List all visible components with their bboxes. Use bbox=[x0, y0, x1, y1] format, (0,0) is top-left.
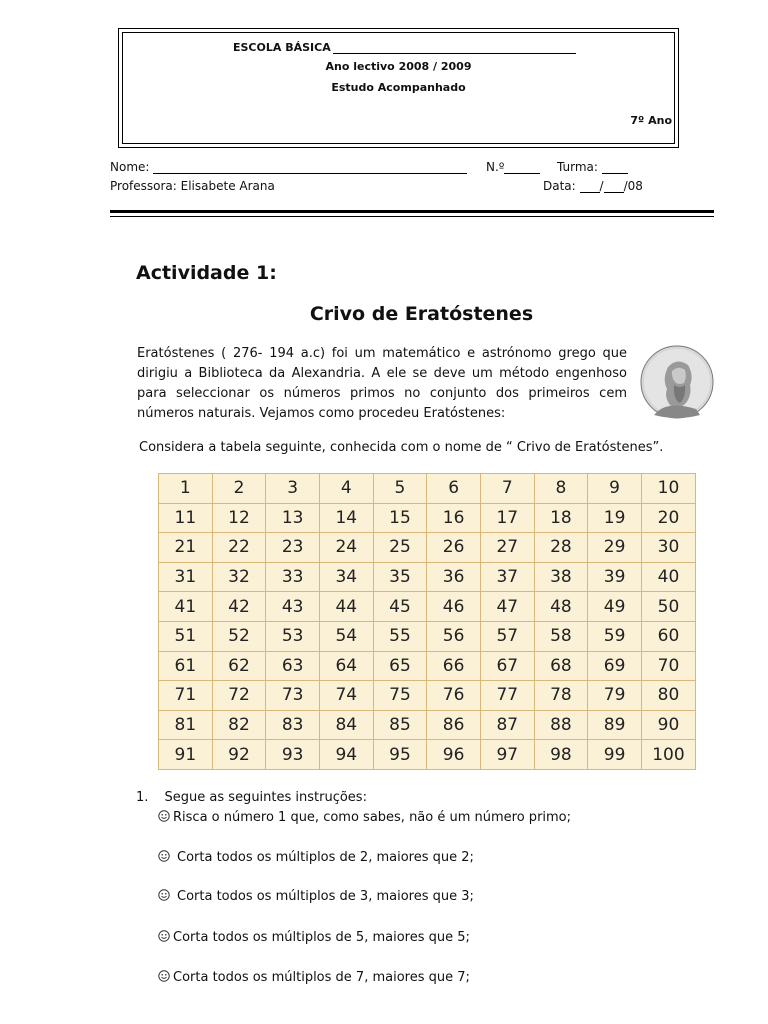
intro-paragraph: Eratóstenes ( 276- 194 a.c) foi um matemático e astrónomo grego que dirigiu a Biblioteca da Alexandria. A ele se deve um método engenhoso para seleccionar os números primos no conjunto dos primeiros cem números naturais. Vejamos como procedeu Eratóstenes: bbox=[137, 346, 627, 421]
sieve-cell[interactable]: 55 bbox=[373, 621, 427, 651]
sieve-cell[interactable]: 27 bbox=[480, 533, 534, 563]
sieve-cell[interactable]: 17 bbox=[480, 503, 534, 533]
sieve-cell[interactable]: 44 bbox=[319, 592, 373, 622]
sieve-cell[interactable]: 67 bbox=[480, 651, 534, 681]
sieve-cell[interactable]: 15 bbox=[373, 503, 427, 533]
sieve-cell[interactable]: 72 bbox=[212, 681, 266, 711]
sieve-cell[interactable]: 1 bbox=[159, 474, 213, 504]
instruction-text: Corta todos os múltiplos de 7, maiores que 7; bbox=[173, 970, 470, 985]
instruction-text: Corta todos os múltiplos de 2, maiores que 2; bbox=[177, 850, 474, 865]
sieve-cell[interactable]: 12 bbox=[212, 503, 266, 533]
sieve-cell[interactable]: 18 bbox=[534, 503, 588, 533]
sieve-cell[interactable]: 94 bbox=[319, 740, 373, 770]
date-label: Data: bbox=[543, 179, 576, 193]
sieve-cell[interactable]: 84 bbox=[319, 710, 373, 740]
sieve-cell[interactable]: 20 bbox=[641, 503, 695, 533]
sieve-cell[interactable]: 33 bbox=[266, 562, 320, 592]
sieve-cell[interactable]: 29 bbox=[588, 533, 642, 563]
sieve-cell[interactable]: 100 bbox=[641, 740, 695, 770]
sieve-cell[interactable]: 74 bbox=[319, 681, 373, 711]
sieve-cell[interactable]: 36 bbox=[427, 562, 481, 592]
sieve-cell[interactable]: 51 bbox=[159, 621, 213, 651]
sieve-cell[interactable]: 50 bbox=[641, 592, 695, 622]
sieve-cell[interactable]: 96 bbox=[427, 740, 481, 770]
sieve-cell[interactable]: 46 bbox=[427, 592, 481, 622]
sieve-cell[interactable]: 2 bbox=[212, 474, 266, 504]
header-divider-thin bbox=[110, 216, 714, 217]
sieve-cell[interactable]: 35 bbox=[373, 562, 427, 592]
sieve-cell[interactable]: 91 bbox=[159, 740, 213, 770]
sieve-cell[interactable]: 78 bbox=[534, 681, 588, 711]
instruction-text: Corta todos os múltiplos de 3, maiores que 3; bbox=[177, 889, 474, 904]
sieve-cell[interactable]: 30 bbox=[641, 533, 695, 563]
sieve-cell[interactable]: 88 bbox=[534, 710, 588, 740]
sieve-cell[interactable]: 61 bbox=[159, 651, 213, 681]
smiley-icon bbox=[158, 850, 170, 862]
class-blank[interactable] bbox=[602, 173, 628, 174]
sieve-row bbox=[159, 533, 696, 563]
school-name-line bbox=[233, 41, 576, 54]
school-name-blank[interactable] bbox=[333, 53, 576, 54]
sieve-cell[interactable]: 31 bbox=[159, 562, 213, 592]
sieve-cell[interactable]: 64 bbox=[319, 651, 373, 681]
sieve-cell[interactable]: 87 bbox=[480, 710, 534, 740]
sieve-cell[interactable]: 3 bbox=[266, 474, 320, 504]
sieve-cell[interactable]: 24 bbox=[319, 533, 373, 563]
name-label: Nome: bbox=[110, 160, 150, 174]
sieve-cell[interactable]: 34 bbox=[319, 562, 373, 592]
sieve-cell[interactable]: 16 bbox=[427, 503, 481, 533]
sieve-cell[interactable]: 52 bbox=[212, 621, 266, 651]
subject-title: Estudo Acompanhado bbox=[331, 81, 466, 94]
instruction-text: Risca o número 1 que, como sabes, não é um número primo; bbox=[173, 810, 572, 825]
sieve-cell[interactable]: 85 bbox=[373, 710, 427, 740]
sieve-cell[interactable]: 22 bbox=[212, 533, 266, 563]
sieve-row bbox=[159, 503, 696, 533]
date-month-blank[interactable] bbox=[604, 192, 624, 193]
teacher-name: Professora: Elisabete Arana bbox=[110, 179, 275, 193]
number-label: N.º bbox=[486, 160, 505, 174]
class-field-row bbox=[557, 160, 628, 174]
sieve-cell[interactable]: 98 bbox=[534, 740, 588, 770]
school-label: ESCOLA BÁSICA bbox=[233, 41, 331, 54]
sieve-row bbox=[159, 592, 696, 622]
eratosthenes-portrait-icon bbox=[640, 345, 714, 419]
date-year: /08 bbox=[623, 179, 643, 193]
sieve-cell[interactable]: 40 bbox=[641, 562, 695, 592]
instruction-item bbox=[158, 970, 470, 985]
sieve-cell[interactable]: 97 bbox=[480, 740, 534, 770]
instruction-item bbox=[158, 810, 571, 825]
smiley-icon bbox=[158, 889, 170, 901]
instruction-item bbox=[158, 850, 474, 865]
sieve-cell[interactable]: 75 bbox=[373, 681, 427, 711]
sieve-cell[interactable]: 13 bbox=[266, 503, 320, 533]
sieve-cell[interactable]: 41 bbox=[159, 592, 213, 622]
date-separator: / bbox=[599, 179, 604, 193]
sieve-cell[interactable]: 48 bbox=[534, 592, 588, 622]
instruction-item bbox=[158, 930, 470, 945]
sieve-cell[interactable]: 32 bbox=[212, 562, 266, 592]
school-header-inner-border bbox=[122, 32, 675, 144]
date-day-blank[interactable] bbox=[580, 192, 600, 193]
sieve-cell[interactable]: 21 bbox=[159, 533, 213, 563]
sieve-row bbox=[159, 651, 696, 681]
sieve-cell[interactable]: 45 bbox=[373, 592, 427, 622]
sieve-cell[interactable]: 82 bbox=[212, 710, 266, 740]
sieve-cell[interactable]: 81 bbox=[159, 710, 213, 740]
sieve-row bbox=[159, 740, 696, 770]
activity-heading: Actividade 1: bbox=[136, 262, 277, 284]
sieve-cell[interactable]: 56 bbox=[427, 621, 481, 651]
instructions-number: 1. bbox=[136, 790, 149, 805]
sieve-row bbox=[159, 681, 696, 711]
class-label: Turma: bbox=[557, 160, 598, 174]
sieve-row bbox=[159, 621, 696, 651]
activity-title: Crivo de Eratóstenes bbox=[309, 303, 534, 325]
number-blank[interactable] bbox=[504, 173, 540, 174]
sieve-cell[interactable]: 71 bbox=[159, 681, 213, 711]
sieve-cell[interactable]: 93 bbox=[266, 740, 320, 770]
smiley-icon bbox=[158, 970, 170, 982]
sieve-cell[interactable]: 23 bbox=[266, 533, 320, 563]
sieve-cell[interactable]: 57 bbox=[480, 621, 534, 651]
sieve-cell[interactable]: 66 bbox=[427, 651, 481, 681]
sieve-cell[interactable]: 65 bbox=[373, 651, 427, 681]
sieve-cell[interactable]: 49 bbox=[588, 592, 642, 622]
instructions-intro-text: Segue as seguintes instruções: bbox=[164, 790, 367, 805]
sieve-cell[interactable]: 68 bbox=[534, 651, 588, 681]
sieve-cell[interactable]: 37 bbox=[480, 562, 534, 592]
sieve-row bbox=[159, 710, 696, 740]
sieve-cell[interactable]: 47 bbox=[480, 592, 534, 622]
school-year: Ano lectivo 2008 / 2009 bbox=[325, 60, 472, 73]
sieve-cell[interactable]: 28 bbox=[534, 533, 588, 563]
sieve-cell[interactable]: 99 bbox=[588, 740, 642, 770]
sieve-cell[interactable]: 11 bbox=[159, 503, 213, 533]
sieve-table bbox=[158, 473, 696, 770]
sieve-cell[interactable]: 92 bbox=[212, 740, 266, 770]
sieve-cell[interactable]: 62 bbox=[212, 651, 266, 681]
sieve-cell[interactable]: 59 bbox=[588, 621, 642, 651]
sieve-cell[interactable]: 19 bbox=[588, 503, 642, 533]
smiley-icon bbox=[158, 930, 170, 942]
instruction-item bbox=[158, 889, 474, 904]
sieve-cell[interactable]: 58 bbox=[534, 621, 588, 651]
date-field-row bbox=[543, 179, 643, 193]
sieve-cell[interactable]: 38 bbox=[534, 562, 588, 592]
number-field-row bbox=[486, 160, 540, 174]
sieve-row bbox=[159, 562, 696, 592]
sieve-cell[interactable]: 77 bbox=[480, 681, 534, 711]
sieve-cell[interactable]: 43 bbox=[266, 592, 320, 622]
sieve-cell[interactable]: 10 bbox=[641, 474, 695, 504]
sieve-cell[interactable]: 60 bbox=[641, 621, 695, 651]
sieve-cell[interactable]: 63 bbox=[266, 651, 320, 681]
smiley-icon bbox=[158, 810, 170, 822]
instructions-intro bbox=[136, 790, 367, 805]
sieve-cell[interactable]: 42 bbox=[212, 592, 266, 622]
name-blank[interactable] bbox=[153, 173, 467, 174]
sieve-cell[interactable]: 69 bbox=[588, 651, 642, 681]
name-field-row bbox=[110, 160, 467, 174]
sieve-cell[interactable]: 89 bbox=[588, 710, 642, 740]
sieve-cell[interactable]: 83 bbox=[266, 710, 320, 740]
sieve-cell[interactable]: 25 bbox=[373, 533, 427, 563]
sieve-cell[interactable]: 5 bbox=[373, 474, 427, 504]
grade-label: 7º Ano bbox=[630, 114, 672, 127]
sieve-row bbox=[159, 474, 696, 504]
sieve-cell[interactable]: 54 bbox=[319, 621, 373, 651]
sieve-cell[interactable]: 90 bbox=[641, 710, 695, 740]
instruction-text: Corta todos os múltiplos de 5, maiores que 5; bbox=[173, 930, 470, 945]
sieve-cell[interactable]: 95 bbox=[373, 740, 427, 770]
sieve-cell[interactable]: 86 bbox=[427, 710, 481, 740]
sieve-cell[interactable]: 7 bbox=[480, 474, 534, 504]
header-divider-thick bbox=[110, 210, 714, 213]
sieve-cell[interactable]: 39 bbox=[588, 562, 642, 592]
sieve-cell[interactable]: 70 bbox=[641, 651, 695, 681]
sieve-cell[interactable]: 73 bbox=[266, 681, 320, 711]
sieve-cell[interactable]: 14 bbox=[319, 503, 373, 533]
sieve-cell[interactable]: 4 bbox=[319, 474, 373, 504]
sieve-cell[interactable]: 8 bbox=[534, 474, 588, 504]
table-description: Considera a tabela seguinte, conhecida com o nome de “ Crivo de Eratóstenes”. bbox=[139, 440, 664, 455]
sieve-cell[interactable]: 76 bbox=[427, 681, 481, 711]
sieve-cell[interactable]: 79 bbox=[588, 681, 642, 711]
sieve-cell[interactable]: 9 bbox=[588, 474, 642, 504]
sieve-cell[interactable]: 53 bbox=[266, 621, 320, 651]
sieve-cell[interactable]: 6 bbox=[427, 474, 481, 504]
school-header-box bbox=[118, 28, 679, 148]
sieve-cell[interactable]: 26 bbox=[427, 533, 481, 563]
sieve-cell[interactable]: 80 bbox=[641, 681, 695, 711]
